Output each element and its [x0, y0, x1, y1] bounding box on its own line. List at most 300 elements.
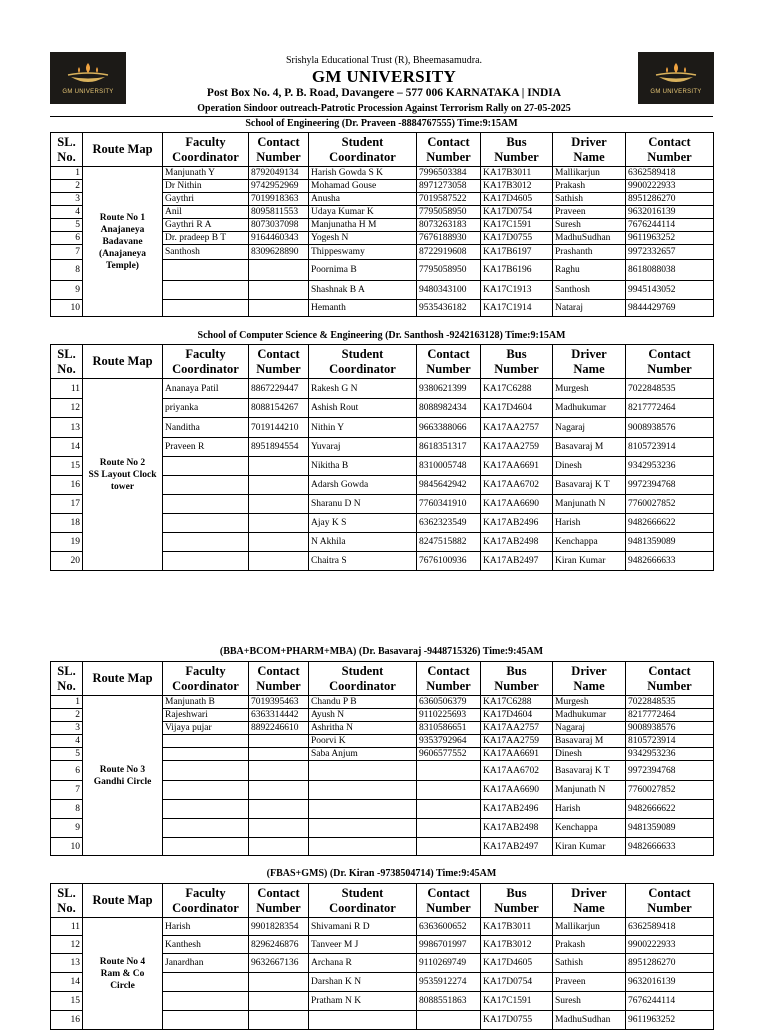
- table-cell: Gaythri: [163, 193, 249, 206]
- column-header: [51, 662, 83, 696]
- column-header: [417, 345, 481, 379]
- route-map-cell: Route No 3 Gandhi Circle: [83, 696, 163, 856]
- table-cell: Basavaraj M: [553, 438, 626, 457]
- table-cell: [249, 819, 309, 838]
- column-header-label: Contact: [427, 134, 470, 149]
- table-cell: 9380621399: [417, 379, 481, 399]
- table-cell: [163, 260, 249, 281]
- table-cell: [249, 748, 309, 761]
- table-cell: Basavaraj K T: [553, 761, 626, 781]
- table-cell: 9480343100: [417, 281, 481, 300]
- column-header: [553, 345, 626, 379]
- table-cell: 8310586651: [417, 722, 481, 735]
- serial-number-cell: 18: [51, 514, 83, 533]
- table-cell: KA17B3012: [481, 936, 553, 954]
- column-header-label: No.: [57, 678, 76, 693]
- table-cell: Rajeshwari: [163, 709, 249, 722]
- table-cell: Manjunath B: [163, 696, 249, 709]
- table-cell: 8296246876: [249, 936, 309, 954]
- table-cell: KA17AA2759: [481, 735, 553, 748]
- table-row: [51, 379, 714, 399]
- table-cell: [249, 781, 309, 800]
- table-cell: 8971273058: [417, 180, 481, 193]
- table-cell: [309, 800, 417, 819]
- table-cell: Anusha: [309, 193, 417, 206]
- table-cell: Harish: [553, 800, 626, 819]
- table-cell: Nanditha: [163, 418, 249, 438]
- column-header-label: Bus: [506, 134, 527, 149]
- column-header-label: Name: [573, 678, 605, 693]
- table-cell: [249, 300, 309, 317]
- column-header-label: Coordinator: [329, 361, 396, 376]
- table-cell: 6363314442: [249, 709, 309, 722]
- table-cell: 9972332657: [626, 245, 714, 260]
- column-header-label: Student: [341, 885, 384, 900]
- table-cell: Manjunath N: [553, 781, 626, 800]
- table-cell: KA17AA6690: [481, 495, 553, 514]
- route-table: [50, 344, 714, 571]
- table-cell: 8105723914: [626, 735, 714, 748]
- column-header: [481, 345, 553, 379]
- table-cell: Basavaraj K T: [553, 476, 626, 495]
- column-header: [163, 345, 249, 379]
- column-header: [83, 345, 163, 379]
- column-header-label: Driver: [571, 346, 607, 361]
- column-header: [163, 884, 249, 918]
- column-header-label: Bus: [506, 663, 527, 678]
- table-cell: Nikitha B: [309, 457, 417, 476]
- table-cell: [249, 973, 309, 992]
- column-header: [249, 884, 309, 918]
- column-header-label: Name: [573, 900, 605, 915]
- route-table: [50, 661, 714, 856]
- table-cell: 8105723914: [626, 438, 714, 457]
- table-cell: Thippeswamy: [309, 245, 417, 260]
- table-cell: Praveen: [553, 206, 626, 219]
- route-table: [50, 883, 714, 1030]
- table-cell: 8088982434: [417, 399, 481, 418]
- table-cell: KA17C6288: [481, 696, 553, 709]
- table-cell: 8095811553: [249, 206, 309, 219]
- table-cell: 7795058950: [417, 260, 481, 281]
- table-cell: [163, 781, 249, 800]
- table-cell: [249, 838, 309, 856]
- table-cell: Ajay K S: [309, 514, 417, 533]
- table-cell: Madhukumar: [553, 709, 626, 722]
- serial-number-cell: 13: [51, 954, 83, 973]
- table-cell: 8217772464: [626, 709, 714, 722]
- serial-number-cell: 10: [51, 838, 83, 856]
- column-header: [83, 133, 163, 167]
- table-cell: 9110269749: [417, 954, 481, 973]
- table-cell: Mohamad Gouse: [309, 180, 417, 193]
- table-cell: 9972394768: [626, 476, 714, 495]
- table-cell: Chandu P B: [309, 696, 417, 709]
- column-header-label: Number: [494, 900, 539, 915]
- column-header-label: Route Map: [92, 671, 153, 685]
- column-header: [417, 662, 481, 696]
- column-header: [553, 662, 626, 696]
- table-cell: KA17D4605: [481, 193, 553, 206]
- table-cell: [249, 735, 309, 748]
- table-row: [51, 167, 714, 180]
- table-cell: 8088154267: [249, 399, 309, 418]
- table-cell: KA17AB2498: [481, 819, 553, 838]
- column-header-label: No.: [57, 149, 76, 164]
- table-cell: Poorvi K: [309, 735, 417, 748]
- table-cell: [163, 800, 249, 819]
- column-header-label: Faculty: [185, 346, 226, 361]
- column-header-label: Coordinator: [172, 361, 239, 376]
- table-cell: Sharanu D N: [309, 495, 417, 514]
- trust-name: Srishyla Educational Trust (R), Bheemasamudra.: [285, 55, 483, 66]
- serial-number-cell: 2: [51, 180, 83, 193]
- event-title: Operation Sindoor outreach-Patrotic Procession Against Terrorism Rally on 27-05-2025: [197, 103, 571, 114]
- table-cell: 8310005748: [417, 457, 481, 476]
- table-cell: MadhuSudhan: [553, 1011, 626, 1030]
- table-cell: 8309628890: [249, 245, 309, 260]
- serial-number-cell: 6: [51, 761, 83, 781]
- table-cell: Murgesh: [553, 379, 626, 399]
- table-cell: [249, 552, 309, 571]
- column-header: [481, 662, 553, 696]
- column-header: [417, 133, 481, 167]
- serial-number-cell: 19: [51, 533, 83, 552]
- table-cell: KA17B6197: [481, 245, 553, 260]
- table-cell: Harish Gowda S K: [309, 167, 417, 180]
- section-title: (BBA+BCOM+PHARM+MBA) (Dr. Basavaraj -9448715326) Time:9:45AM: [219, 646, 544, 657]
- column-header-label: Student: [341, 663, 384, 678]
- column-header-label: Number: [494, 678, 539, 693]
- column-header-label: Route Map: [92, 893, 153, 907]
- table-cell: KA17AA2757: [481, 418, 553, 438]
- table-cell: [249, 281, 309, 300]
- table-cell: KA17AB2497: [481, 552, 553, 571]
- table-cell: KA17AA6702: [481, 476, 553, 495]
- column-header-label: Number: [494, 149, 539, 164]
- table-cell: KA17C6288: [481, 379, 553, 399]
- table-cell: 9342953236: [626, 748, 714, 761]
- table-cell: KA17D0755: [481, 232, 553, 245]
- column-header: [309, 662, 417, 696]
- table-cell: Adarsh Gowda: [309, 476, 417, 495]
- table-cell: 7676244114: [626, 219, 714, 232]
- section-title: School of Engineering (Dr. Praveen -8884767555) Time:9:15AM: [245, 118, 518, 129]
- table-cell: [163, 735, 249, 748]
- table-cell: Yogesh N: [309, 232, 417, 245]
- column-header-label: Contact: [648, 663, 691, 678]
- table-cell: 9901828354: [249, 918, 309, 936]
- column-header: [51, 884, 83, 918]
- column-header: [309, 133, 417, 167]
- serial-number-cell: 10: [51, 300, 83, 317]
- university-address: Post Box No. 4, P. B. Road, Davangere – 577 006 KARNATAKA | INDIA: [206, 87, 562, 99]
- column-header-label: Contact: [257, 346, 300, 361]
- table-cell: Sathish: [553, 954, 626, 973]
- table-cell: 9844429769: [626, 300, 714, 317]
- table-cell: 9900222933: [626, 180, 714, 193]
- table-cell: [163, 300, 249, 317]
- section-title: School of Computer Science & Engineering (Dr. Santhosh -9242163128) Time:9:15AM: [197, 330, 566, 341]
- serial-number-cell: 3: [51, 193, 83, 206]
- table-cell: Kenchappa: [553, 819, 626, 838]
- table-cell: [309, 781, 417, 800]
- table-cell: Rakesh G N: [309, 379, 417, 399]
- table-cell: Suresh: [553, 992, 626, 1011]
- table-cell: [163, 838, 249, 856]
- table-cell: [249, 514, 309, 533]
- table-cell: Madhukumar: [553, 399, 626, 418]
- table-cell: KA17D0754: [481, 206, 553, 219]
- column-header-label: Coordinator: [172, 678, 239, 693]
- serial-number-cell: 15: [51, 992, 83, 1011]
- table-cell: 9535436182: [417, 300, 481, 317]
- serial-number-cell: 13: [51, 418, 83, 438]
- table-cell: Dinesh: [553, 748, 626, 761]
- table-cell: KA17B3011: [481, 167, 553, 180]
- column-header: [626, 345, 714, 379]
- serial-number-cell: 8: [51, 260, 83, 281]
- column-header-label: Name: [573, 149, 605, 164]
- table-cell: [163, 992, 249, 1011]
- column-header-label: Number: [426, 361, 471, 376]
- serial-number-cell: 3: [51, 722, 83, 735]
- table-cell: [249, 476, 309, 495]
- table-cell: Shashnak B A: [309, 281, 417, 300]
- serial-number-cell: 7: [51, 781, 83, 800]
- logo-text: GM UNIVERSITY: [650, 89, 702, 95]
- table-cell: 9164460343: [249, 232, 309, 245]
- column-header-label: Contact: [648, 885, 691, 900]
- table-cell: MadhuSudhan: [553, 232, 626, 245]
- table-cell: Chaitra S: [309, 552, 417, 571]
- table-cell: [249, 457, 309, 476]
- column-header-label: No.: [57, 900, 76, 915]
- table-cell: 7795058950: [417, 206, 481, 219]
- column-header-label: Number: [256, 900, 301, 915]
- table-cell: Anil: [163, 206, 249, 219]
- table-cell: 8951286270: [626, 193, 714, 206]
- column-header: [309, 345, 417, 379]
- table-cell: [309, 819, 417, 838]
- serial-number-cell: 6: [51, 232, 83, 245]
- column-header-label: Driver: [571, 134, 607, 149]
- column-header-label: SL.: [57, 134, 76, 149]
- serial-number-cell: 14: [51, 438, 83, 457]
- column-header-label: Number: [256, 149, 301, 164]
- column-header-label: Contact: [257, 885, 300, 900]
- table-cell: [417, 761, 481, 781]
- table-cell: 8792049134: [249, 167, 309, 180]
- table-cell: 9945143052: [626, 281, 714, 300]
- table-cell: Shivamani R D: [309, 918, 417, 936]
- table-cell: 8247515882: [417, 533, 481, 552]
- column-header-label: Student: [341, 134, 384, 149]
- table-cell: 8892246610: [249, 722, 309, 735]
- column-header-label: Bus: [506, 346, 527, 361]
- column-header-label: Faculty: [185, 885, 226, 900]
- column-header: [51, 345, 83, 379]
- table-cell: Kiran Kumar: [553, 838, 626, 856]
- column-header-label: Coordinator: [172, 149, 239, 164]
- table-cell: Manjunath Y: [163, 167, 249, 180]
- table-cell: 7676244114: [626, 992, 714, 1011]
- table-cell: 9900222933: [626, 936, 714, 954]
- column-header: [626, 133, 714, 167]
- table-cell: 8088551863: [417, 992, 481, 1011]
- table-cell: KA17B6196: [481, 260, 553, 281]
- column-header-label: Number: [256, 678, 301, 693]
- column-header-label: Faculty: [185, 134, 226, 149]
- logo-text: GM UNIVERSITY: [62, 89, 114, 95]
- table-cell: Saba Anjum: [309, 748, 417, 761]
- table-cell: 9353792964: [417, 735, 481, 748]
- serial-number-cell: 4: [51, 206, 83, 219]
- column-header-label: Coordinator: [329, 678, 396, 693]
- table-cell: KA17D4604: [481, 709, 553, 722]
- column-header-label: Driver: [571, 663, 607, 678]
- table-cell: [249, 533, 309, 552]
- table-cell: [249, 260, 309, 281]
- table-cell: 6362589418: [626, 918, 714, 936]
- table-cell: 9986701997: [417, 936, 481, 954]
- table-cell: 7019587522: [417, 193, 481, 206]
- table-cell: 9611963252: [626, 232, 714, 245]
- table-cell: [163, 761, 249, 781]
- route-map-cell: Route No 1 Anajaneya Badavane (Anajaneya Temple): [83, 167, 163, 317]
- table-cell: [309, 838, 417, 856]
- table-cell: KA17D0754: [481, 973, 553, 992]
- serial-number-cell: 1: [51, 696, 83, 709]
- table-cell: 8073263183: [417, 219, 481, 232]
- table-cell: 9632667136: [249, 954, 309, 973]
- table-cell: 7022848535: [626, 379, 714, 399]
- table-cell: Praveen: [553, 973, 626, 992]
- column-header: [553, 133, 626, 167]
- table-cell: Vijaya pujar: [163, 722, 249, 735]
- column-header-label: Faculty: [185, 663, 226, 678]
- table-cell: 6362323549: [417, 514, 481, 533]
- column-header-label: Route Map: [92, 354, 153, 368]
- section-title: (FBAS+GMS) (Dr. Kiran -9738504714) Time:9:45AM: [266, 868, 497, 879]
- table-cell: Manjunath N: [553, 495, 626, 514]
- table-cell: KA17C1914: [481, 300, 553, 317]
- table-cell: 7760027852: [626, 495, 714, 514]
- serial-number-cell: 11: [51, 918, 83, 936]
- serial-number-cell: 5: [51, 219, 83, 232]
- table-cell: 7019144210: [249, 418, 309, 438]
- table-cell: Nagaraj: [553, 418, 626, 438]
- column-header-label: Contact: [648, 346, 691, 361]
- table-cell: Darshan K N: [309, 973, 417, 992]
- table-cell: 6360506379: [417, 696, 481, 709]
- table-cell: Udaya Kumar K: [309, 206, 417, 219]
- table-cell: Basavaraj M: [553, 735, 626, 748]
- table-cell: Ananaya Patil: [163, 379, 249, 399]
- divider: [50, 116, 713, 117]
- route-map-cell: Route No 2 SS Layout Clock tower: [83, 379, 163, 571]
- table-cell: Santhosh: [553, 281, 626, 300]
- column-header-label: Contact: [427, 885, 470, 900]
- table-cell: N Akhila: [309, 533, 417, 552]
- table-cell: Kiran Kumar: [553, 552, 626, 571]
- table-cell: KA17D0755: [481, 1011, 553, 1030]
- table-cell: 8618088038: [626, 260, 714, 281]
- serial-number-cell: 2: [51, 709, 83, 722]
- table-cell: 9535912274: [417, 973, 481, 992]
- column-header-label: Number: [494, 361, 539, 376]
- serial-number-cell: 5: [51, 748, 83, 761]
- table-cell: KA17AA2757: [481, 722, 553, 735]
- table-cell: 7676188930: [417, 232, 481, 245]
- serial-number-cell: 7: [51, 245, 83, 260]
- table-cell: 8217772464: [626, 399, 714, 418]
- table-cell: Tanveer M J: [309, 936, 417, 954]
- table-cell: 9742952969: [249, 180, 309, 193]
- table-cell: Nataraj: [553, 300, 626, 317]
- serial-number-cell: 15: [51, 457, 83, 476]
- table-header-row: [51, 662, 714, 696]
- column-header-label: SL.: [57, 663, 76, 678]
- column-header: [249, 345, 309, 379]
- serial-number-cell: 14: [51, 973, 83, 992]
- table-cell: Dinesh: [553, 457, 626, 476]
- table-cell: KA17D4605: [481, 954, 553, 973]
- table-cell: Archana R: [309, 954, 417, 973]
- table-cell: 9611963252: [626, 1011, 714, 1030]
- table-cell: Mallikarjun: [553, 167, 626, 180]
- table-cell: Suresh: [553, 219, 626, 232]
- column-header-label: Driver: [571, 885, 607, 900]
- column-header-label: Student: [341, 346, 384, 361]
- table-cell: 9845642942: [417, 476, 481, 495]
- table-cell: Gaythri R A: [163, 219, 249, 232]
- table-cell: 6362589418: [626, 167, 714, 180]
- table-cell: Prashanth: [553, 245, 626, 260]
- table-cell: KA17AA6691: [481, 748, 553, 761]
- column-header: [481, 884, 553, 918]
- table-cell: Ashish Rout: [309, 399, 417, 418]
- serial-number-cell: 16: [51, 1011, 83, 1030]
- table-cell: Yuvaraj: [309, 438, 417, 457]
- table-cell: 9008938576: [626, 722, 714, 735]
- table-cell: [249, 761, 309, 781]
- table-cell: KA17AA6702: [481, 761, 553, 781]
- table-cell: [249, 495, 309, 514]
- table-cell: 9342953236: [626, 457, 714, 476]
- table-cell: KA17AA2759: [481, 438, 553, 457]
- table-cell: [163, 514, 249, 533]
- table-cell: [163, 819, 249, 838]
- column-header: [163, 662, 249, 696]
- table-cell: [249, 800, 309, 819]
- table-cell: Kanthesh: [163, 936, 249, 954]
- column-header: [626, 662, 714, 696]
- table-cell: Nithin Y: [309, 418, 417, 438]
- table-cell: [417, 781, 481, 800]
- table-row: [51, 696, 714, 709]
- column-header: [83, 662, 163, 696]
- column-header-label: Contact: [648, 134, 691, 149]
- table-cell: 7760341910: [417, 495, 481, 514]
- table-cell: [163, 281, 249, 300]
- table-cell: [309, 761, 417, 781]
- table-cell: Harish: [163, 918, 249, 936]
- column-header-label: Number: [426, 900, 471, 915]
- column-header-label: Route Map: [92, 142, 153, 156]
- table-cell: 9110225693: [417, 709, 481, 722]
- table-cell: KA17AA6690: [481, 781, 553, 800]
